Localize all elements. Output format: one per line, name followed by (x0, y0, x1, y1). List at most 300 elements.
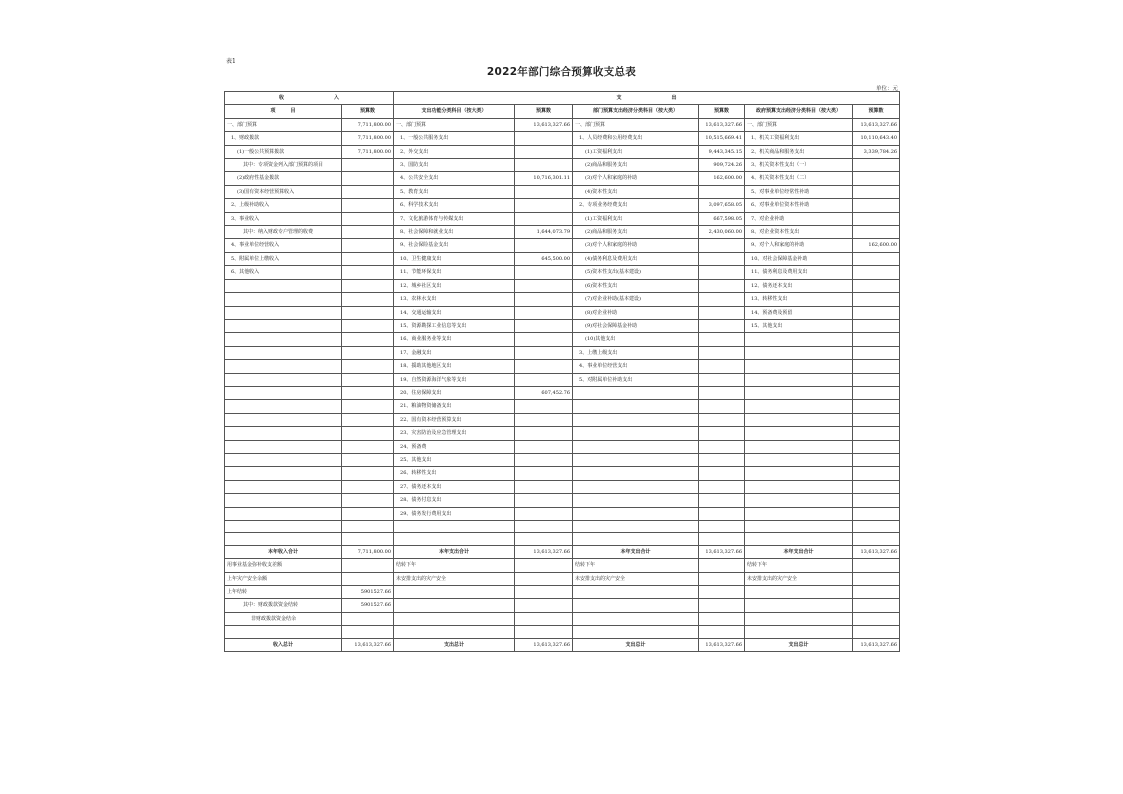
func-item-cell: 28、债务付息支出 (394, 494, 515, 507)
dept-item-cell: (8)对企业补助 (573, 306, 699, 319)
gov-item-cell (745, 467, 853, 480)
income-item-cell: 3、事业收入 (225, 212, 342, 225)
dept-item-cell (573, 467, 699, 480)
gov-budget-cell (853, 212, 900, 225)
gov-item-cell (745, 386, 853, 399)
dept-budget-cell (699, 559, 745, 572)
income-item-cell (225, 360, 342, 373)
gov-item-cell: 6、对事业单位资本性补助 (745, 199, 853, 212)
func-budget-cell (515, 373, 573, 386)
income-budget-cell (342, 172, 394, 185)
income-budget-cell (342, 494, 394, 507)
dept-budget-cell (699, 293, 745, 306)
table-row (225, 293, 900, 306)
gov-budget-cell (853, 319, 900, 332)
dept-budget-cell (699, 360, 745, 373)
income-budget-cell (342, 212, 394, 225)
func-budget-cell (515, 440, 573, 453)
income-item-cell: 其中：财政拨款资金结转 (225, 599, 342, 612)
table-row (225, 360, 900, 373)
grand-total-row (225, 638, 900, 651)
income-item-cell: 其中：专项资金列入部门预算的项目 (225, 159, 342, 172)
dept-item-cell: (4)资本性支出 (573, 185, 699, 198)
dept-budget-cell (699, 333, 745, 346)
func-budget-cell: 607,452.76 (515, 386, 573, 399)
dept-budget-cell (699, 185, 745, 198)
income-item-cell (225, 494, 342, 507)
income-item-cell: (1)一般公共预算拨款 (225, 145, 342, 158)
func-item-cell: 9、社会保险基金支出 (394, 239, 515, 252)
expense-header: 支 出 (394, 92, 900, 105)
func-budget-cell (515, 572, 573, 585)
gov-item-cell (745, 400, 853, 413)
income-header: 收 入 (225, 92, 394, 105)
func-budget-cell (515, 413, 573, 426)
dept-item-cell: (1)工资福利支出 (573, 145, 699, 158)
dept-budget-cell: 10,515,669.41 (699, 132, 745, 145)
func-budget-cell (515, 279, 573, 292)
dept-item-cell: (5)资本性支出(基本建设) (573, 266, 699, 279)
gov-budget-cell (853, 467, 900, 480)
table-row (225, 626, 900, 638)
table-row (225, 386, 900, 399)
income-budget-cell: 7,711,800.00 (342, 145, 394, 158)
gov-budget-cell (853, 172, 900, 185)
income-budget-cell (342, 226, 394, 239)
func-budget-cell (515, 400, 573, 413)
income-item-cell (225, 400, 342, 413)
income-item-cell: 一、部门预算 (225, 118, 342, 131)
dept-budget-cell: 909,724.26 (699, 159, 745, 172)
dept-budget-cell (699, 494, 745, 507)
dept-budget-cell (699, 386, 745, 399)
gov-item-cell: 一、部门预算 (745, 118, 853, 131)
income-item-cell: 2、上级补助收入 (225, 199, 342, 212)
dept-item-cell: (1)工资福利支出 (573, 212, 699, 225)
dept-budget-cell: 13,613,327.66 (699, 118, 745, 131)
gov-item-cell (745, 453, 853, 466)
dept-item-cell (573, 453, 699, 466)
income-item-cell: 用事业基金弥补收支差额 (225, 559, 342, 572)
table-row (225, 172, 900, 185)
func-budget-cell (515, 480, 573, 493)
gov-budget-cell (853, 453, 900, 466)
func-item-cell: 1、一般公共服务支出 (394, 132, 515, 145)
income-item-cell (225, 626, 342, 638)
income-budget-cell (342, 440, 394, 453)
income-item-cell (225, 521, 342, 533)
gov-budget-cell (853, 494, 900, 507)
func-item-cell: 4、公共安全支出 (394, 172, 515, 185)
gov-budget-cell (853, 572, 900, 585)
table-row (225, 599, 900, 612)
income-budget-cell (342, 333, 394, 346)
dept-item-cell: 一、部门预算 (573, 118, 699, 131)
income-budget-cell (342, 559, 394, 572)
table-row (225, 145, 900, 158)
gov-budget-cell (853, 199, 900, 212)
income-item-cell: 4、事业单位经营收入 (225, 239, 342, 252)
income-budget-cell (342, 266, 394, 279)
func-budget-cell (515, 360, 573, 373)
income-budget-cell: 5901527.66 (342, 599, 394, 612)
table-row (225, 413, 900, 426)
dept-item-cell: 5、对附属单位补助支出 (573, 373, 699, 386)
func-budget-cell: 10,716,301.11 (515, 172, 573, 185)
header-row-1 (225, 92, 900, 105)
gov-budget-cell (853, 373, 900, 386)
gov-budget-cell (853, 533, 900, 545)
dept-budget-cell (699, 239, 745, 252)
func-item-cell: 27、债务还本支出 (394, 480, 515, 493)
func-item-cell: 10、卫生健康支出 (394, 252, 515, 265)
gov-item-cell: 12、债务还本支出 (745, 279, 853, 292)
func-label-cell: 支出总计 (394, 638, 515, 651)
gov-budget-cell (853, 559, 900, 572)
dept-label-cell: 支出总计 (573, 638, 699, 651)
gov-item-cell (745, 413, 853, 426)
gov-budget-cell (853, 427, 900, 440)
gov-item-cell (745, 333, 853, 346)
func-item-cell: 14、交通运输支出 (394, 306, 515, 319)
income-item-cell (225, 427, 342, 440)
income-budget-cell (342, 453, 394, 466)
dept-item-cell: (3)对个人和家庭的补助 (573, 172, 699, 185)
income-item-cell (225, 279, 342, 292)
gov-budget-cell (853, 266, 900, 279)
func-item-cell (394, 521, 515, 533)
dept-item-cell (573, 494, 699, 507)
dept-budget-cell (699, 373, 745, 386)
gov-budget-cell (853, 507, 900, 520)
dept-budget-cell (699, 533, 745, 545)
gov-label-cell: 本年支出合计 (745, 545, 853, 558)
table-note: 表1 (226, 58, 236, 65)
dept-budget-cell (699, 413, 745, 426)
func-item-cell: 21、粮油物资储备支出 (394, 400, 515, 413)
dept-budget-cell (699, 521, 745, 533)
func-item-cell: 22、国有资本经营预算支出 (394, 413, 515, 426)
func-item-cell: 13、农林水支出 (394, 293, 515, 306)
func-item-cell: 24、预备费 (394, 440, 515, 453)
income-item-cell: 非财政拨款资金结余 (225, 612, 342, 625)
dept-item-cell: (3)对个人和家庭的补助 (573, 239, 699, 252)
table-row (225, 159, 900, 172)
income-budget-cell (342, 413, 394, 426)
dept-budget-cell (699, 507, 745, 520)
table-row (225, 226, 900, 239)
dept-label-cell: 本年支出合计 (573, 545, 699, 558)
in-value-cell: 13,613,327.66 (342, 638, 394, 651)
func-budget-cell (515, 132, 573, 145)
gov-budget-cell (853, 400, 900, 413)
func-item-cell (394, 586, 515, 599)
income-budget-cell (342, 360, 394, 373)
dept-item-cell (573, 400, 699, 413)
income-budget-cell (342, 279, 394, 292)
dept-item-cell: 1、人员经费和公用经费支出 (573, 132, 699, 145)
gov-item-cell: 未安排支出的灾产安全 (745, 572, 853, 585)
income-item-cell: (2)政府性基金拨款 (225, 172, 342, 185)
income-item-cell (225, 413, 342, 426)
table-row (225, 333, 900, 346)
income-budget-cell (342, 239, 394, 252)
gov-budget-cell: 13,613,327.66 (853, 118, 900, 131)
gov-budget-cell: 3,339,784.26 (853, 145, 900, 158)
dept-budget-cell (699, 400, 745, 413)
dept-budget-cell (699, 586, 745, 599)
gov-budget-cell (853, 185, 900, 198)
income-budget-cell (342, 507, 394, 520)
gov-item-cell (745, 440, 853, 453)
gov-item-cell: 14、预备费及预留 (745, 306, 853, 319)
income-item-cell (225, 453, 342, 466)
dept-budget-cell: 162,600.00 (699, 172, 745, 185)
func-item-cell: 17、金融支出 (394, 346, 515, 359)
gov-budget-cell (853, 440, 900, 453)
in-value-cell: 7,711,800.00 (342, 545, 394, 558)
dept-item-cell (573, 626, 699, 638)
income-item-cell: 其中：纳入财政专户管理的收费 (225, 226, 342, 239)
total-year-row (225, 545, 900, 558)
income-budget-cell: 7,711,800.00 (342, 118, 394, 131)
budget-summary-table (224, 91, 900, 652)
dept-item-cell: 3、上缴上级支出 (573, 346, 699, 359)
dept-item-cell: (7)对企业补助(基本建设) (573, 293, 699, 306)
gov-item-cell (745, 427, 853, 440)
gov-item-cell (745, 586, 853, 599)
func-budget-cell (515, 319, 573, 332)
dept-item-cell: 未安排支出的灾产安全 (573, 572, 699, 585)
gov-item-cell: 8、对企业资本性支出 (745, 226, 853, 239)
func-value-cell: 13,613,327.66 (515, 545, 573, 558)
dept-budget-cell (699, 427, 745, 440)
dept-budget-cell (699, 453, 745, 466)
dept-item-cell (573, 599, 699, 612)
dept-item-cell (573, 427, 699, 440)
income-item-cell (225, 293, 342, 306)
table-row (225, 440, 900, 453)
gov-budget-cell (853, 480, 900, 493)
table-row (225, 266, 900, 279)
dept-budget-cell: 667,598.05 (699, 212, 745, 225)
gov-item-cell: 5、对事业单位经常性补助 (745, 185, 853, 198)
income-budget-cell (342, 373, 394, 386)
gov-budget-cell (853, 306, 900, 319)
gov-label-cell: 支出总计 (745, 638, 853, 651)
income-budget-cell (342, 159, 394, 172)
dept-budget-cell (699, 252, 745, 265)
income-item-cell (225, 507, 342, 520)
gov-budget-cell (853, 293, 900, 306)
func-item-cell (394, 612, 515, 625)
gov-budget-cell (853, 346, 900, 359)
func-budget-cell (515, 199, 573, 212)
income-budget-cell (342, 626, 394, 638)
func-item-cell (394, 599, 515, 612)
income-budget-cell (342, 572, 394, 585)
dept-budget-cell (699, 279, 745, 292)
table-row (225, 400, 900, 413)
func-item-cell: 29、债务发行费用支出 (394, 507, 515, 520)
dept-item-cell: (4)债务利息及费用支出 (573, 252, 699, 265)
func-budget-cell (515, 306, 573, 319)
func-budget-cell (515, 333, 573, 346)
func-budget-cell (515, 453, 573, 466)
func-budget-cell (515, 599, 573, 612)
gov-budget-cell: 162,600.00 (853, 239, 900, 252)
gov-budget-cell (853, 333, 900, 346)
dept-budget-cell (699, 440, 745, 453)
table-row (225, 239, 900, 252)
func-item-cell: 5、教育支出 (394, 185, 515, 198)
dept-budget-cell (699, 346, 745, 359)
func-item-cell: 15、资源勘探工业信息等支出 (394, 319, 515, 332)
func-budget-cell (515, 612, 573, 625)
func-item-cell (394, 626, 515, 638)
dept-item-cell: (2)商品和服务支出 (573, 159, 699, 172)
table-row (225, 521, 900, 533)
func-item-cell: 19、自然资源海洋气象等支出 (394, 373, 515, 386)
gov-item-cell: 13、转移性支出 (745, 293, 853, 306)
dept-item-cell (573, 612, 699, 625)
dept-budget-cell (699, 480, 745, 493)
dept-item-cell: (6)资本性支出 (573, 279, 699, 292)
table-row (225, 480, 900, 493)
func-budget-cell (515, 266, 573, 279)
income-item-cell (225, 306, 342, 319)
gov-budget-cell (853, 626, 900, 638)
gov-item-cell: 结转下年 (745, 559, 853, 572)
dept-value-cell: 13,613,327.66 (699, 545, 745, 558)
budget-header: 预算数 (699, 105, 745, 118)
dept-item-cell: 结转下年 (573, 559, 699, 572)
table-row (225, 252, 900, 265)
gov-item-cell (745, 626, 853, 638)
dept-item-cell (573, 386, 699, 399)
dept-item-cell: 4、事业单位经营支出 (573, 360, 699, 373)
gov-item-cell: 1、机关工资福利支出 (745, 132, 853, 145)
table-row (225, 279, 900, 292)
dept-item-cell: 2、专项业务经费支出 (573, 199, 699, 212)
dept-item-cell (573, 586, 699, 599)
gov-value-cell: 13,613,327.66 (853, 638, 900, 651)
gov-item-cell (745, 599, 853, 612)
dept-item-cell: (9)对社会保障基金补助 (573, 319, 699, 332)
income-budget-cell (342, 427, 394, 440)
gov-budget-cell (853, 159, 900, 172)
dept-value-cell: 13,613,327.66 (699, 638, 745, 651)
gov-item-cell: 15、其他支出 (745, 319, 853, 332)
table-row (225, 373, 900, 386)
income-item-cell: 5、附属单位上缴收入 (225, 252, 342, 265)
gov-budget-cell (853, 521, 900, 533)
income-item-cell (225, 440, 342, 453)
dept-budget-cell: 2,430,060.00 (699, 226, 745, 239)
func-budget-cell (515, 521, 573, 533)
func-item-cell: 6、科学技术支出 (394, 199, 515, 212)
gov-item-cell (745, 507, 853, 520)
item-header: 项 目 (225, 105, 342, 118)
func-item-cell: 8、社会保障和就业支出 (394, 226, 515, 239)
table-row (225, 319, 900, 332)
dept-budget-cell (699, 599, 745, 612)
table-row (225, 427, 900, 440)
dept-budget-cell: 9,443,345.15 (699, 145, 745, 158)
table-row (225, 612, 900, 625)
gov-item-cell (745, 533, 853, 545)
func-budget-cell (515, 145, 573, 158)
func-item-cell: 未安排支出的灾产安全 (394, 572, 515, 585)
table-row (225, 118, 900, 131)
dept-item-cell (573, 533, 699, 545)
func-budget-cell: 13,613,327.66 (515, 118, 573, 131)
table-row (225, 453, 900, 466)
gov-budget-cell (853, 226, 900, 239)
gov-item-cell: 3、机关资本性支出（一） (745, 159, 853, 172)
gov-item-cell: 9、对个人和家庭的补助 (745, 239, 853, 252)
gov-budget-cell (853, 360, 900, 373)
page-title: 2022年部门综合预算收支总表 (486, 66, 637, 78)
dept-budget-cell (699, 467, 745, 480)
func-item-cell (394, 533, 515, 545)
income-budget-cell (342, 319, 394, 332)
income-budget-cell (342, 306, 394, 319)
func-budget-cell (515, 507, 573, 520)
dept-item-cell (573, 413, 699, 426)
budget-header: 预算数 (853, 105, 900, 118)
func-budget-cell (515, 559, 573, 572)
table-row (225, 559, 900, 572)
income-item-cell (225, 533, 342, 545)
func-budget-cell: 645,500.00 (515, 252, 573, 265)
func-item-cell: 26、转移性支出 (394, 467, 515, 480)
table-row (225, 346, 900, 359)
func-item-cell: 16、商业服务业等支出 (394, 333, 515, 346)
gov-item-cell (745, 521, 853, 533)
gov-item-cell (745, 480, 853, 493)
gov-budget-cell (853, 413, 900, 426)
func-value-cell: 13,613,327.66 (515, 638, 573, 651)
dept-budget-cell (699, 266, 745, 279)
gov-item-cell: 10、对社会保障基金补助 (745, 252, 853, 265)
table-row (225, 572, 900, 585)
income-budget-cell (342, 521, 394, 533)
income-budget-cell (342, 612, 394, 625)
income-budget-cell (342, 467, 394, 480)
dept-econ-class-header: 部门预算支出经济分类科目（按大类） (573, 105, 699, 118)
dept-item-cell: (2)商品和服务支出 (573, 226, 699, 239)
func-budget-cell (515, 427, 573, 440)
table-row (225, 533, 900, 545)
income-budget-cell: 7,711,800.00 (342, 132, 394, 145)
dept-item-cell (573, 521, 699, 533)
income-budget-cell (342, 346, 394, 359)
func-item-cell: 25、其他支出 (394, 453, 515, 466)
dept-budget-cell (699, 319, 745, 332)
income-budget-cell (342, 533, 394, 545)
income-budget-cell: 5901527.66 (342, 586, 394, 599)
func-budget-cell (515, 467, 573, 480)
gov-item-cell: 4、机关资本性支出（二） (745, 172, 853, 185)
table-row (225, 212, 900, 225)
dept-budget-cell (699, 626, 745, 638)
dept-item-cell: (10)其他支出 (573, 333, 699, 346)
gov-item-cell: 7、对企业补助 (745, 212, 853, 225)
table-row (225, 199, 900, 212)
dept-budget-cell (699, 306, 745, 319)
income-item-cell: 1、财政拨款 (225, 132, 342, 145)
